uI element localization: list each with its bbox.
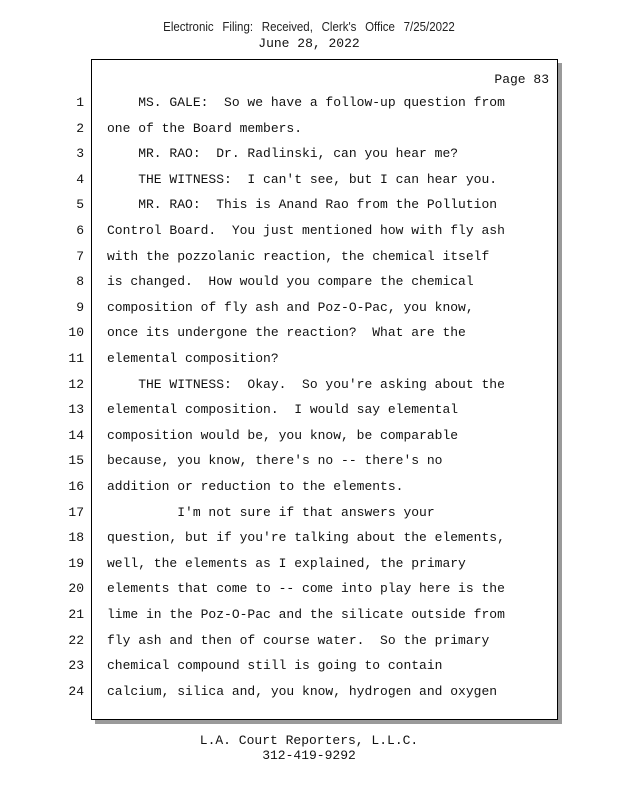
line-text: is changed. How would you compare the chemical xyxy=(107,274,474,290)
transcript-line xyxy=(0,146,618,166)
line-text: THE WITNESS: Okay. So you're asking about the xyxy=(107,376,505,392)
line-text: addition or reduction to the elements. xyxy=(107,479,404,494)
transcript-line xyxy=(0,479,618,499)
line-text: elements that come to -- come into play here is the xyxy=(107,581,505,597)
line-text: one of the Board members. xyxy=(107,120,303,136)
line-number: 22 xyxy=(68,632,84,648)
line-number: 8 xyxy=(76,274,84,290)
transcript-line xyxy=(0,530,618,550)
line-text: because, you know, there's no -- there's no xyxy=(107,453,443,469)
line-text: MR. RAO: This is Anand Rao from the Pollution xyxy=(107,197,498,213)
line-number: 1 xyxy=(76,95,84,110)
line-text: fly ash and then of course water. So the primary xyxy=(107,632,490,648)
transcript-line xyxy=(0,325,618,345)
line-number: 11 xyxy=(68,351,84,366)
line-text: once its undergone the reaction? What are the xyxy=(107,325,466,341)
line-text: composition would be, you know, be comparable xyxy=(107,427,459,443)
line-text: well, the elements as I explained, the primary xyxy=(107,555,466,571)
transcript-line xyxy=(0,633,618,653)
transcript-line xyxy=(0,274,618,294)
line-text: THE WITNESS: I can't see, but I can hear you. xyxy=(107,171,498,187)
hearing-date: June 28, 2022 xyxy=(258,36,360,51)
line-number: 4 xyxy=(76,171,84,187)
transcript-line xyxy=(0,377,618,397)
line-number: 9 xyxy=(76,299,84,315)
transcript-line xyxy=(0,121,618,141)
line-number: 16 xyxy=(68,479,84,494)
transcript-line xyxy=(0,351,618,371)
line-number: 7 xyxy=(76,248,84,264)
transcript-line xyxy=(0,658,618,678)
transcript-line xyxy=(0,402,618,422)
filing-stamp: Electronic Filing: Received, Clerk's Office 7/25/2022 xyxy=(163,20,455,34)
transcript-line xyxy=(0,556,618,576)
line-number: 19 xyxy=(68,555,84,571)
reporter-company: L.A. Court Reporters, L.L.C. xyxy=(199,733,419,748)
line-number: 5 xyxy=(76,197,84,213)
line-number: 13 xyxy=(68,402,84,418)
line-text: Control Board. You just mentioned how with fly ash xyxy=(107,223,505,238)
line-text: calcium, silica and, you know, hydrogen and oxygen xyxy=(107,683,498,699)
transcript-line xyxy=(0,95,618,115)
line-number: 3 xyxy=(76,146,84,162)
line-text: MR. RAO: Dr. Radlinski, can you hear me? xyxy=(107,146,459,162)
line-text: question, but if you're talking about the elements, xyxy=(107,530,505,546)
line-number: 2 xyxy=(76,120,84,136)
line-number: 20 xyxy=(68,581,84,597)
transcript-line xyxy=(0,300,618,320)
line-text: elemental composition. I would say elemental xyxy=(107,402,459,418)
line-number: 18 xyxy=(68,530,84,546)
line-number: 10 xyxy=(68,325,84,341)
line-text: MS. GALE: So we have a follow-up question from xyxy=(107,95,505,110)
line-number: 14 xyxy=(68,427,84,443)
line-text: composition of fly ash and Poz-O-Pac, you know, xyxy=(107,299,474,315)
transcript-line xyxy=(0,684,618,704)
line-text: lime in the Poz-O-Pac and the silicate outside from xyxy=(107,607,505,622)
line-number: 12 xyxy=(68,376,84,392)
transcript-line xyxy=(0,172,618,192)
transcript-line xyxy=(0,453,618,473)
transcript-line xyxy=(0,223,618,243)
line-number: 15 xyxy=(68,453,84,469)
line-number: 6 xyxy=(76,223,84,238)
line-number: 17 xyxy=(68,504,84,520)
transcript-line xyxy=(0,428,618,448)
page-number: Page 83 xyxy=(494,72,549,87)
line-number: 23 xyxy=(68,658,84,674)
transcript-line xyxy=(0,249,618,269)
transcript-line xyxy=(0,581,618,601)
line-number: 24 xyxy=(68,683,84,699)
line-number: 21 xyxy=(68,607,84,622)
transcript-line xyxy=(0,505,618,525)
line-text: elemental composition? xyxy=(107,351,279,366)
reporter-phone: 312-419-9292 xyxy=(262,748,356,763)
line-text: with the pozzolanic reaction, the chemical itself xyxy=(107,248,490,264)
transcript-line xyxy=(0,197,618,217)
line-text: chemical compound still is going to contain xyxy=(107,658,443,674)
transcript-line xyxy=(0,607,618,627)
line-text: I'm not sure if that answers your xyxy=(107,504,435,520)
